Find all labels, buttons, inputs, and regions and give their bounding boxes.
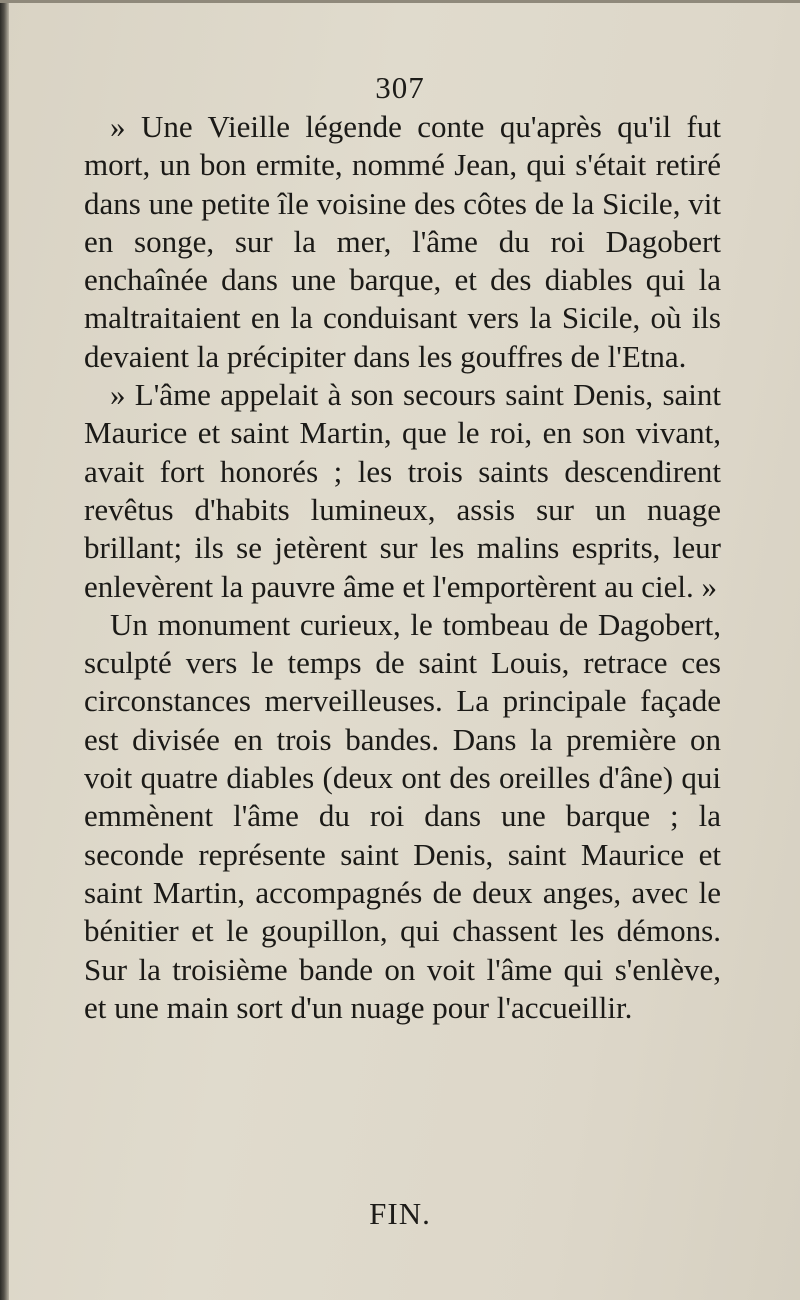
page-number: 307 <box>375 70 425 105</box>
paragraph-monument: Un monument curieux, le tombeau de Dagobert, sculpté vers le temps de saint Louis, retrace ces circonstances merveilleuses. La principale façade est divisée en trois bandes. Dans la première on voit quatre diables (deux ont des oreilles d'âne) qui emmènent l'âme du roi dans une barque ; la seconde représente saint Denis, saint Maurice et saint Martin, accompagnés de deux anges, avec le bénitier et le goupillon, qui chassent les démons. Sur la troisième bande on voit l'âme qui s'enlève, et une main sort d'un nuage pour l'accueillir. <box>84 606 721 1025</box>
body-text <box>84 108 721 1027</box>
page-top-edge <box>0 0 800 3</box>
paragraph-legend: » Une Vieille légende conte qu'après qu'il fut mort, un bon ermite, nommé Jean, qui s'était retiré dans une petite île voisine des côtes de la Sicile, vit en songe, sur la mer, l'âme du roi Dagobert enchaînée dans une barque, et des diables qui la maltraitaient en la conduisant vers la Sicile, où ils devaient la précipiter dans les gouffres de l'Etna. <box>84 109 721 374</box>
end-mark: FIN. <box>369 1196 431 1231</box>
page-binding-edge <box>0 0 9 1300</box>
paragraph-saints: » L'âme appelait à son secours saint Denis, saint Maurice et saint Martin, que le roi, en son vivant, avait fort honorés ; les trois saints descendirent revêtus d'habits lumineux, assis sur un nuage brillant; ils se jetèrent sur les malins esprits, leur enlevèrent la pauvre âme et l'emportèrent au ciel. » <box>84 377 721 604</box>
